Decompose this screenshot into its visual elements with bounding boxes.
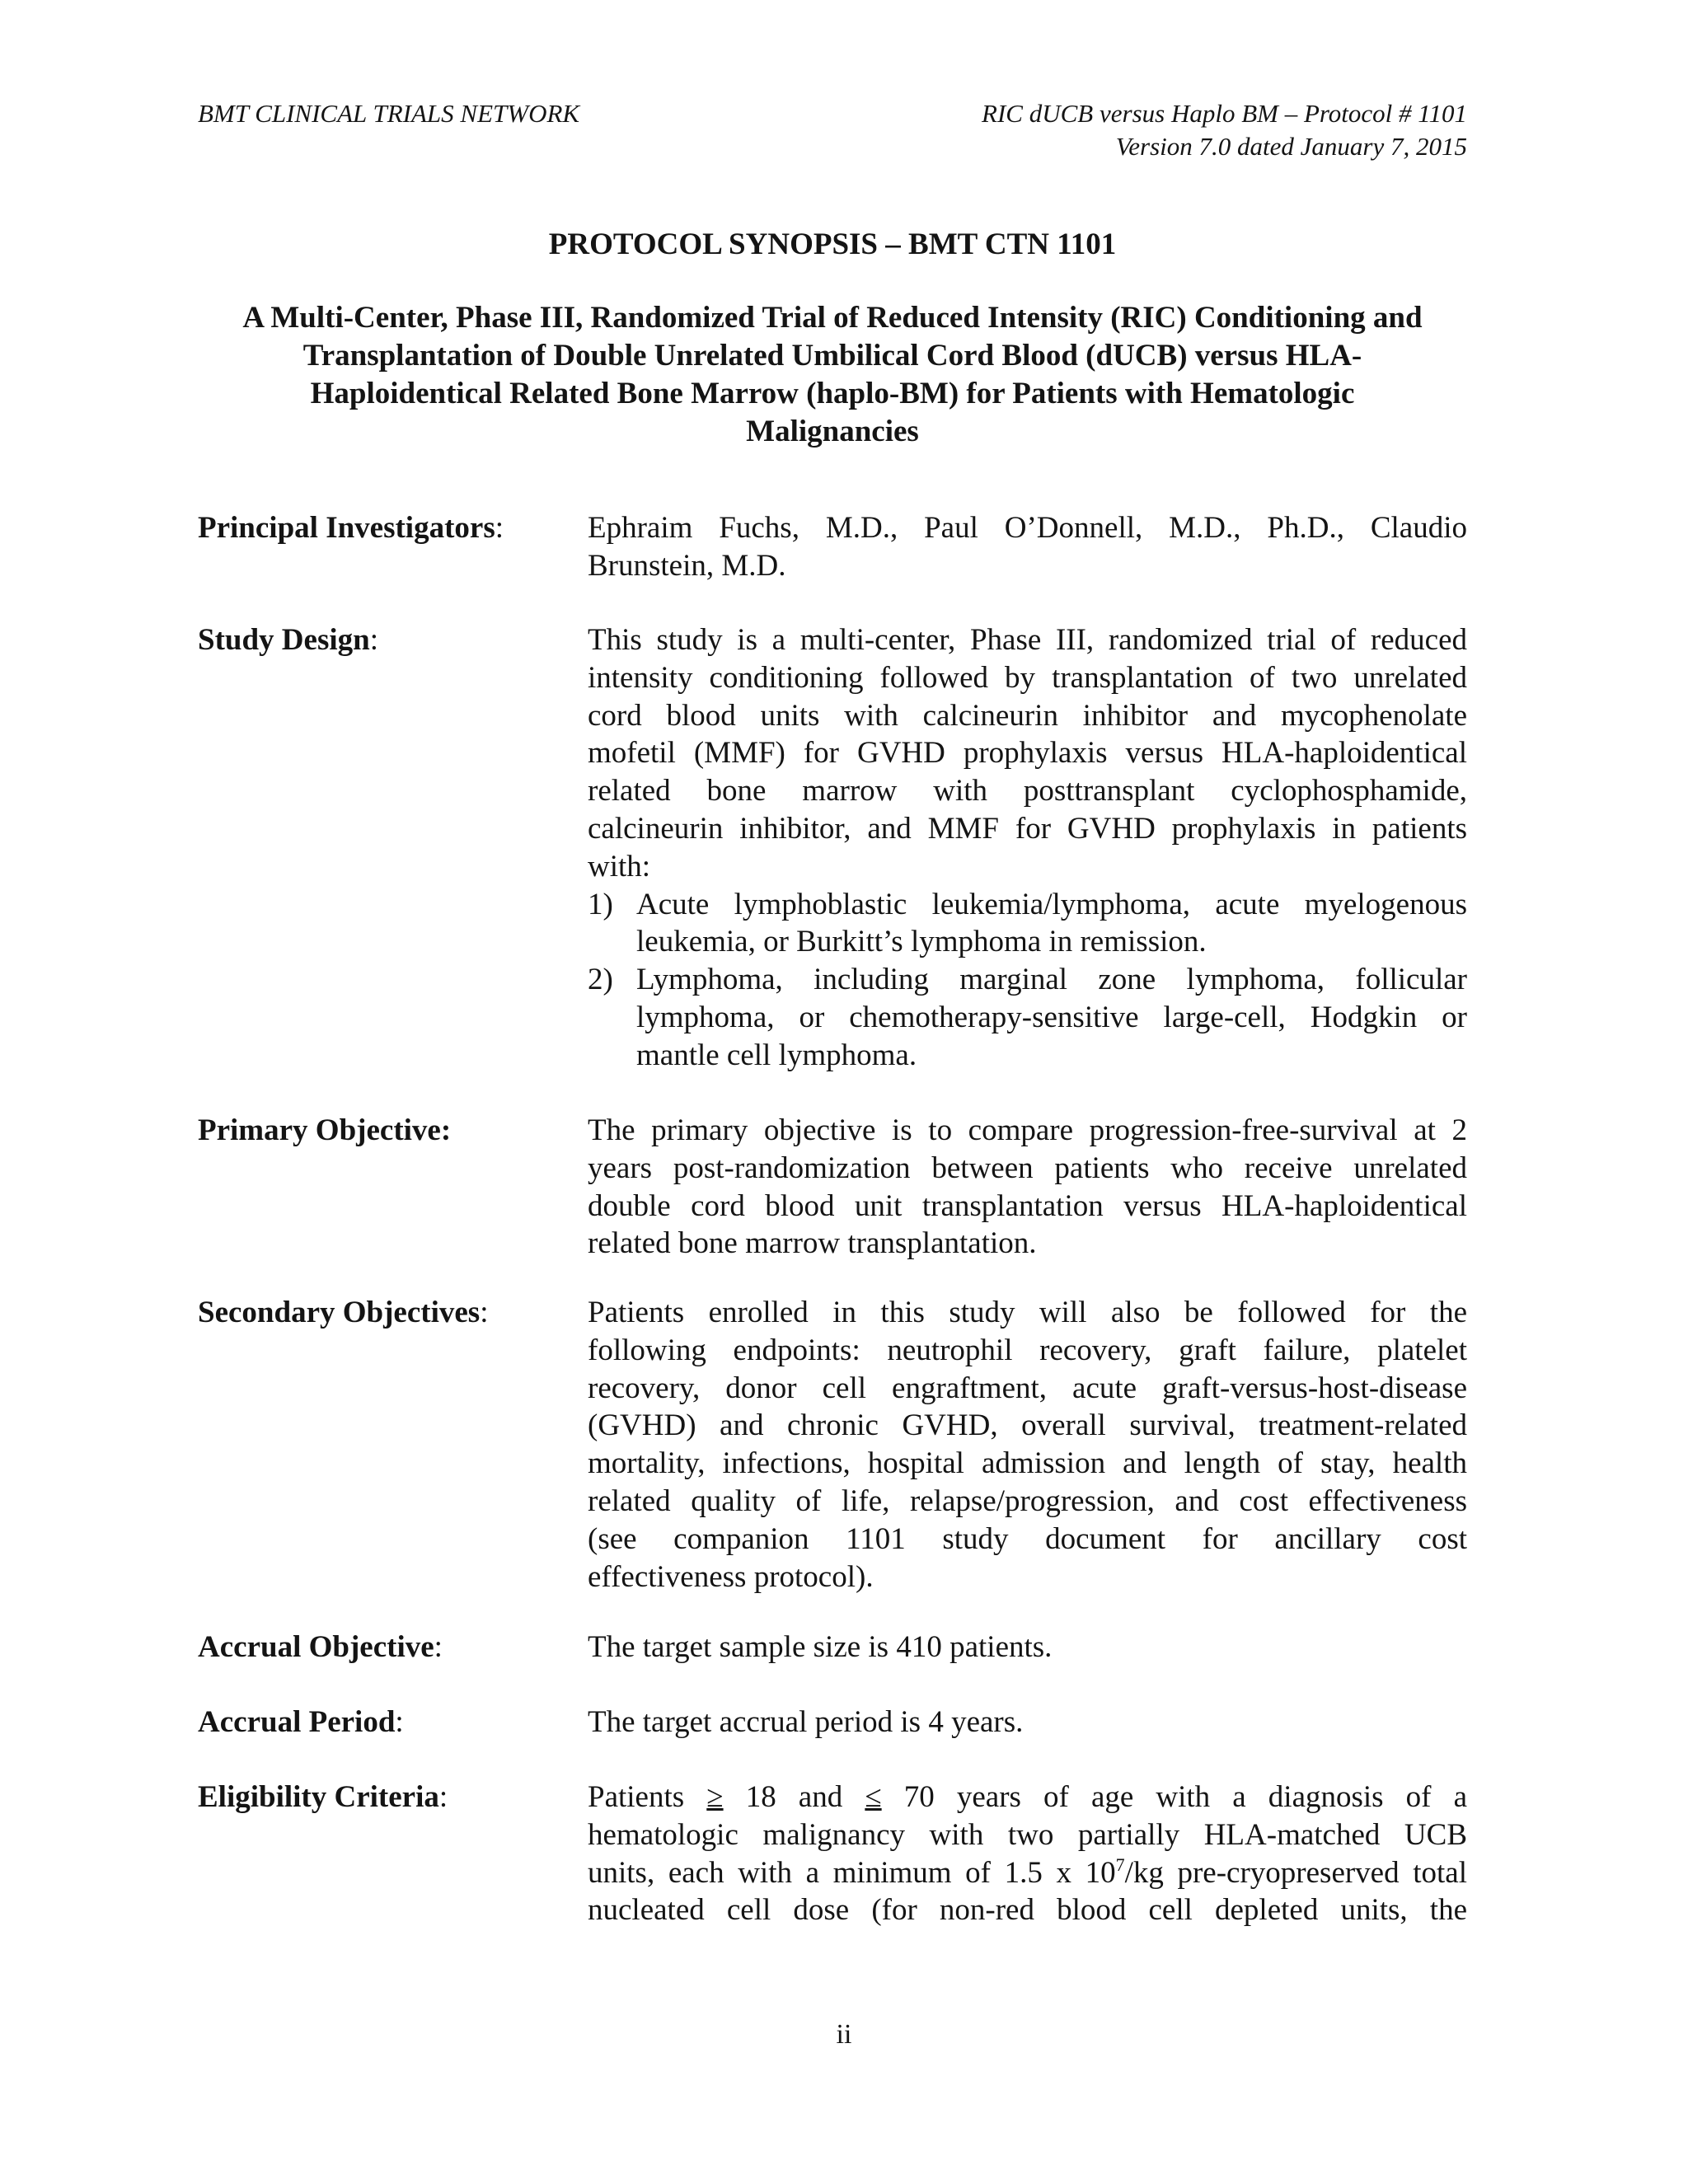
section-body: Patients enrolled in this study will also be followed for the following endpoints: neutrophil recovery, graft failure, platelet recovery, donor cell engraftment, acute graft-versus-host-disease (GVHD) and chronic GVHD, overall survival, treatment-related mortality, infections, hospital admission and length of stay, health related quality of life, relapse/progression, and cost effectiveness (see companion 1101 study document for ancillary cost effectiveness protocol). [588,1296,1467,1594]
trial-title-line: Haploidentical Related Bone Marrow (haplo-BM) for Patients with Hematologic [310,377,1355,410]
list-item: 1) Acute lymphoblastic leukemia/lymphoma, acute myelogenous leukemia, or Burkitt’s lymphoma in remission. [588,887,1467,959]
running-header-right [982,97,1467,163]
synopsis-heading: PROTOCOL SYNOPSIS – BMT CTN 1101 [548,227,1117,261]
trial-title-line: A Multi-Center, Phase III, Randomized Trial of Reduced Intensity (RIC) Conditioning and [242,301,1423,335]
section-body: Patients ≥ 18 and ≤ 70 years of age with a diagnosis of a hematologic malignancy with two partially HLA-matched UCB units, each with a minimum of 1.5 x $10^7/kg$ pre-cryopreserved total nucleated cell dose (for non-red blood cell depleted units, the [588,1780,1468,1928]
less-equal-symbol: ≤ [865,1780,882,1814]
section-label: Accrual Objective: [198,1630,443,1664]
greater-equal-symbol: ≥ [706,1780,724,1814]
section-body: This study is a multi-center, Phase III, randomized trial of reduced intensity conditioning followed by transplantation of two unrelated cord blood units with calcineurin inhibitor and mycophenolate mofetil (MMF) for GVHD prophylaxis versus HLA-haploidentical related bone marrow with posttransplant cyclophosphamide, calcineurin inhibitor, and MMF for GVHD prophylaxis in patients with: 1) Acute lymphoblastic leukemia/lymphoma, acute myelogenous leukemia, or Burkitt’s lymphoma in remission. 2) Lymphoma, including marginal zone lymphoma, follicular lymphoma, or chemotherapy-sensitive large-cell, Hodgkin or mantle cell lymphoma. [588,621,1467,1075]
section-body: The target accrual period is 4 years. [588,1705,1024,1739]
eligibility-line: Patients ≥ 18 and ≤ 70 years of age with a diagnosis of a [588,1780,1468,1814]
header-protocol: RIC dUCB versus Haplo BM – Protocol # 1101 [982,99,1467,128]
section-label: Eligibility Criteria: [198,1780,448,1814]
running-header-left: BMT CLINICAL TRIALS NETWORK [198,99,580,128]
page-number: ii [836,2019,852,2050]
trial-title [198,299,1467,451]
section-label: Accrual Period: [198,1705,404,1739]
section-label: Secondary Objectives: [198,1296,489,1329]
trial-title-line: Transplantation of Double Unrelated Umbilical Cord Blood (dUCB) versus HLA- [302,339,1362,373]
trial-title-line: Malignancies [746,415,919,448]
eligibility-line: units, each with a minimum of 1.5 x $10^7/kg$ pre-cryopreserved total [588,1854,1467,1890]
section-label: Study Design: [198,623,378,657]
section-label: Principal Investigators: [198,511,504,545]
section-body: The primary objective is to compare progression-free-survival at 2 years post-randomization between patients who receive unrelated double cord blood unit transplantation versus HLA-haploidentical related bone marrow transplantation. [588,1113,1467,1261]
list-item: 2) Lymphoma, including marginal zone lymphoma, follicular lymphoma, or chemotherapy-sensitive large-cell, Hodgkin or mantle cell lymphoma. [588,963,1467,1072]
section-label: Primary Objective: [198,1113,452,1147]
header-version: Version 7.0 dated January 7, 2015 [1115,132,1467,161]
section-body: Ephraim Fuchs, M.D., Paul O’Donnell, M.D., Ph.D., Claudio Brunstein, M.D. [588,511,1467,583]
section-body: The target sample size is 410 patients. [588,1630,1053,1664]
